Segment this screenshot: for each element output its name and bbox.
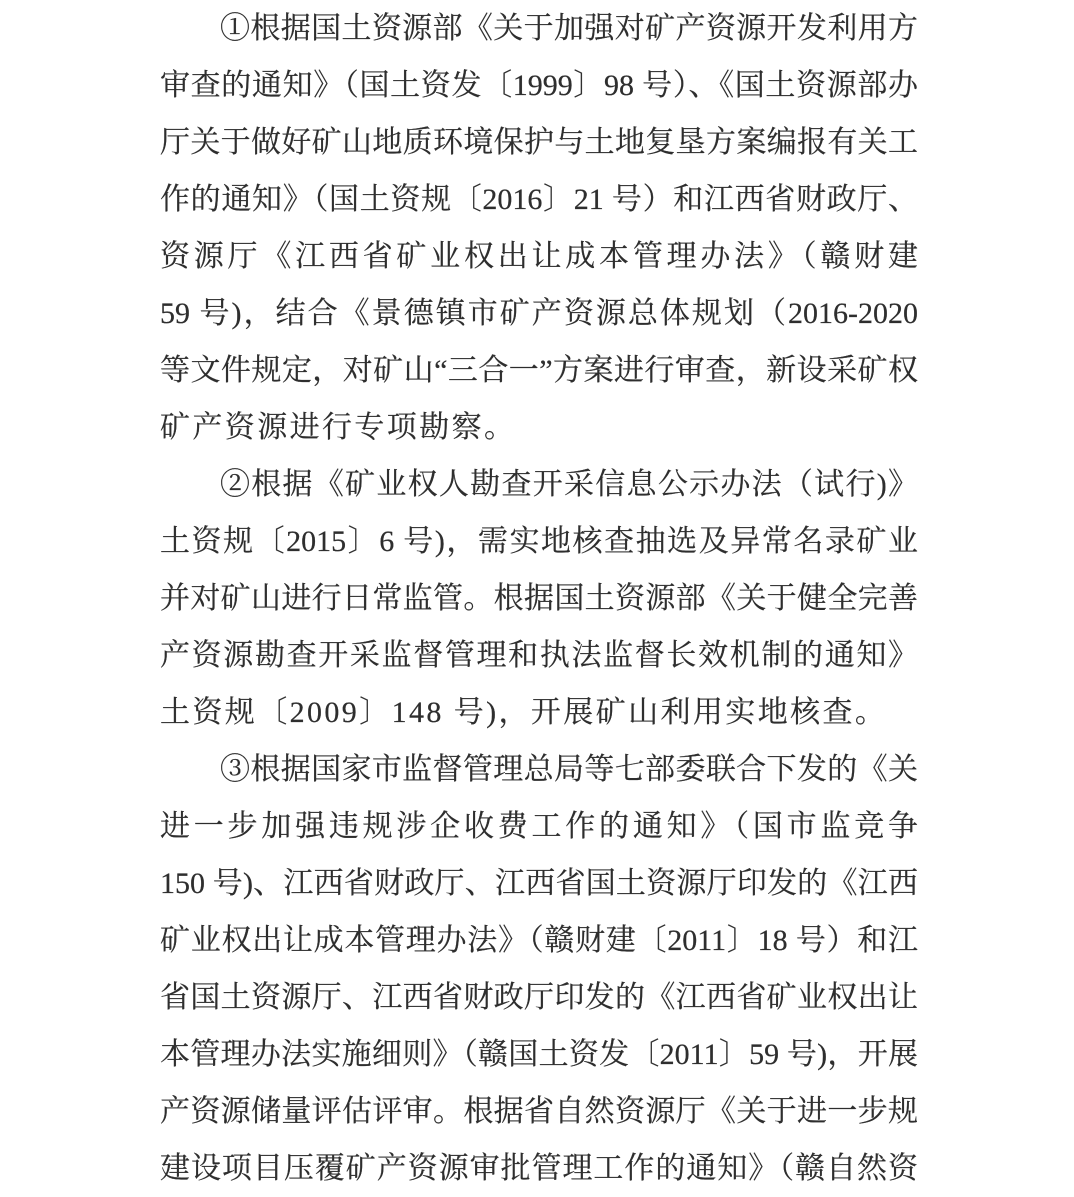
text-line: 产资源勘查开采监督管理和执法监督长效机制的通知》 [160,639,918,672]
text-line: 矿产资源进行专项勘察。 [160,411,517,444]
text-line: ①根据国土资源部《关于加强对矿产资源开发利用方 [220,12,918,45]
text-line: 土资规〔2009〕148 号)，开展矿山利用实地核查。 [160,696,888,729]
text-line: ③根据国家市监督管理总局等七部委联合下发的《关 [220,753,918,786]
text-line: ②根据《矿业权人勘查开采信息公示办法（试行)》 [220,468,918,501]
text-line: 本管理办法实施细则》（赣国土资发〔2011〕59 号)，开展 [160,1038,918,1071]
text-line: 等文件规定，对矿山“三合一”方案进行审查，新设采矿权 [160,354,918,387]
text-line: 进一步加强违规涉企收费工作的通知》（国市监竞争 [160,810,918,843]
text-line: 产资源储量评估评审。根据省自然资源厅《关于进一步规 [160,1095,918,1128]
text-line: 作的通知》（国土资规〔2016〕21 号）和江西省财政厅、 [160,183,918,216]
text-line: 资源厅《江西省矿业权出让成本管理办法》（赣财建 [160,240,918,273]
text-line: 土资规〔2015〕6 号)，需实地核查抽选及异常名录矿业 [160,525,918,558]
text-line: 并对矿山进行日常监管。根据国土资源部《关于健全完善 [160,582,918,615]
text-line: 厅关于做好矿山地质环境保护与土地复垦方案编报有关工 [160,126,918,159]
text-line: 省国土资源厅、江西省财政厅印发的《江西省矿业权出让 [160,981,918,1014]
text-line: 矿业权出让成本管理办法》（赣财建〔2011〕18 号）和江 [160,924,918,957]
text-line: 建设项目压覆矿产资源审批管理工作的通知》（赣自然资 [160,1152,918,1185]
text-line: 59 号)，结合《景德镇市矿产资源总体规划（2016-2020 [160,297,918,330]
text-line: 150 号)、江西省财政厅、江西省国土资源厅印发的《江西 [160,867,918,900]
text-line: 审查的通知》（国土资发〔1999〕98 号）、《国土资源部办 [160,69,918,102]
